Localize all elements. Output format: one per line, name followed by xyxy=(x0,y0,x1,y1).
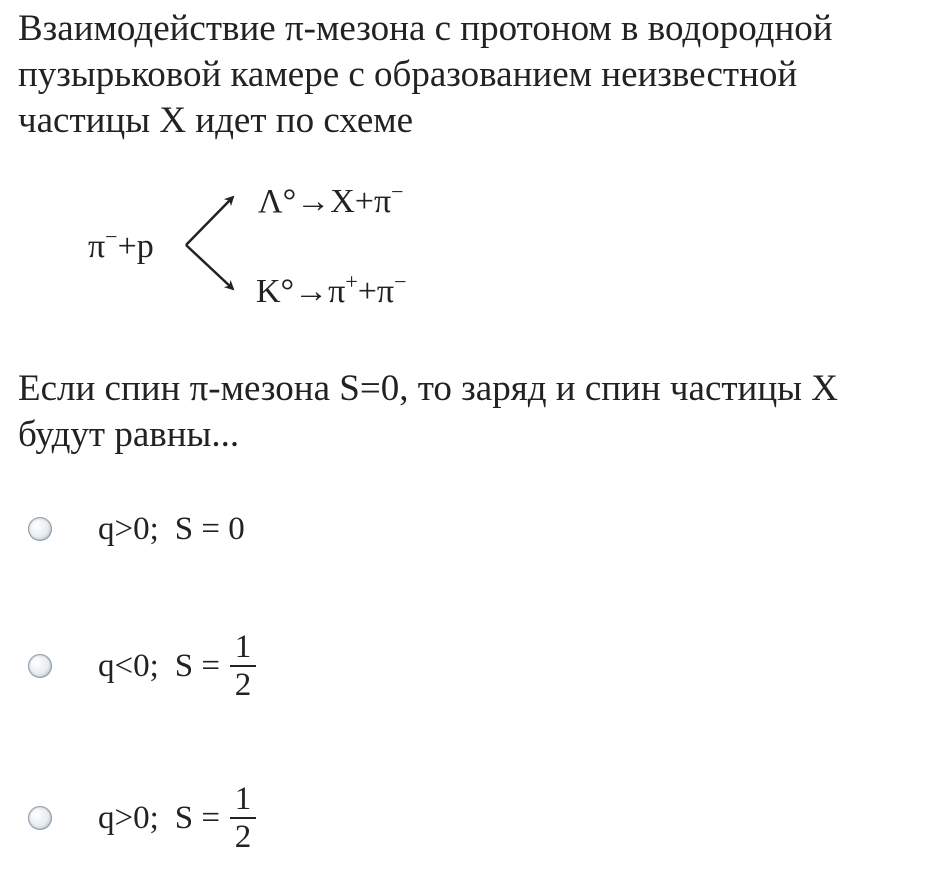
option-spin: S = xyxy=(174,648,220,684)
kaon-branch-charge-2: − xyxy=(394,269,407,294)
answer-option-3[interactable] xyxy=(28,782,256,854)
spin-fraction xyxy=(230,630,256,702)
kaon-branch xyxy=(256,269,407,311)
question-line-1: Взаимодействие π-мезона с протоном в водородной xyxy=(18,8,833,49)
kaon-branch-formula: K°→π xyxy=(256,273,346,310)
reactant-pion: π xyxy=(88,228,106,265)
fraction-denominator: 2 xyxy=(234,667,252,703)
option-spin: S = 0 xyxy=(174,511,245,547)
option-charge: q>0; xyxy=(98,800,159,836)
question-line-2: пузырьковой камере с образованием неизвестной xyxy=(18,54,798,95)
question-line-3: частицы X идет по схеме xyxy=(18,100,414,141)
reactant-formula xyxy=(88,224,154,266)
lower-arrow xyxy=(186,245,233,289)
lambda-branch-charge: − xyxy=(391,179,404,204)
kaon-branch-charge-1: + xyxy=(345,269,358,294)
fraction-numerator: 1 xyxy=(234,629,252,665)
option-charge: q<0; xyxy=(98,648,159,684)
upper-arrow xyxy=(186,197,233,245)
option-charge: q>0; xyxy=(98,511,159,547)
kaon-branch-formula-mid: +π xyxy=(357,273,395,310)
radio-button[interactable] xyxy=(28,806,52,830)
lambda-branch xyxy=(258,179,404,221)
answer-option-2[interactable] xyxy=(28,630,256,702)
lambda-branch-formula: Λ°→X+π xyxy=(258,183,392,220)
radio-button[interactable] xyxy=(28,654,52,678)
question-text xyxy=(18,6,918,144)
spin-fraction xyxy=(230,782,256,854)
option-spin: S = xyxy=(174,800,220,836)
reactant-proton: +p xyxy=(117,228,154,265)
fraction-denominator: 2 xyxy=(234,819,252,855)
fraction-numerator: 1 xyxy=(234,781,252,817)
prompt-line-2: будут равны... xyxy=(18,414,240,455)
question-prompt xyxy=(18,366,918,458)
radio-button[interactable] xyxy=(28,517,52,541)
reactant-pion-charge: − xyxy=(105,224,118,249)
answer-option-1[interactable] xyxy=(28,509,245,549)
prompt-line-1: Если спин π-мезона S=0, то заряд и спин частицы X xyxy=(18,368,838,409)
